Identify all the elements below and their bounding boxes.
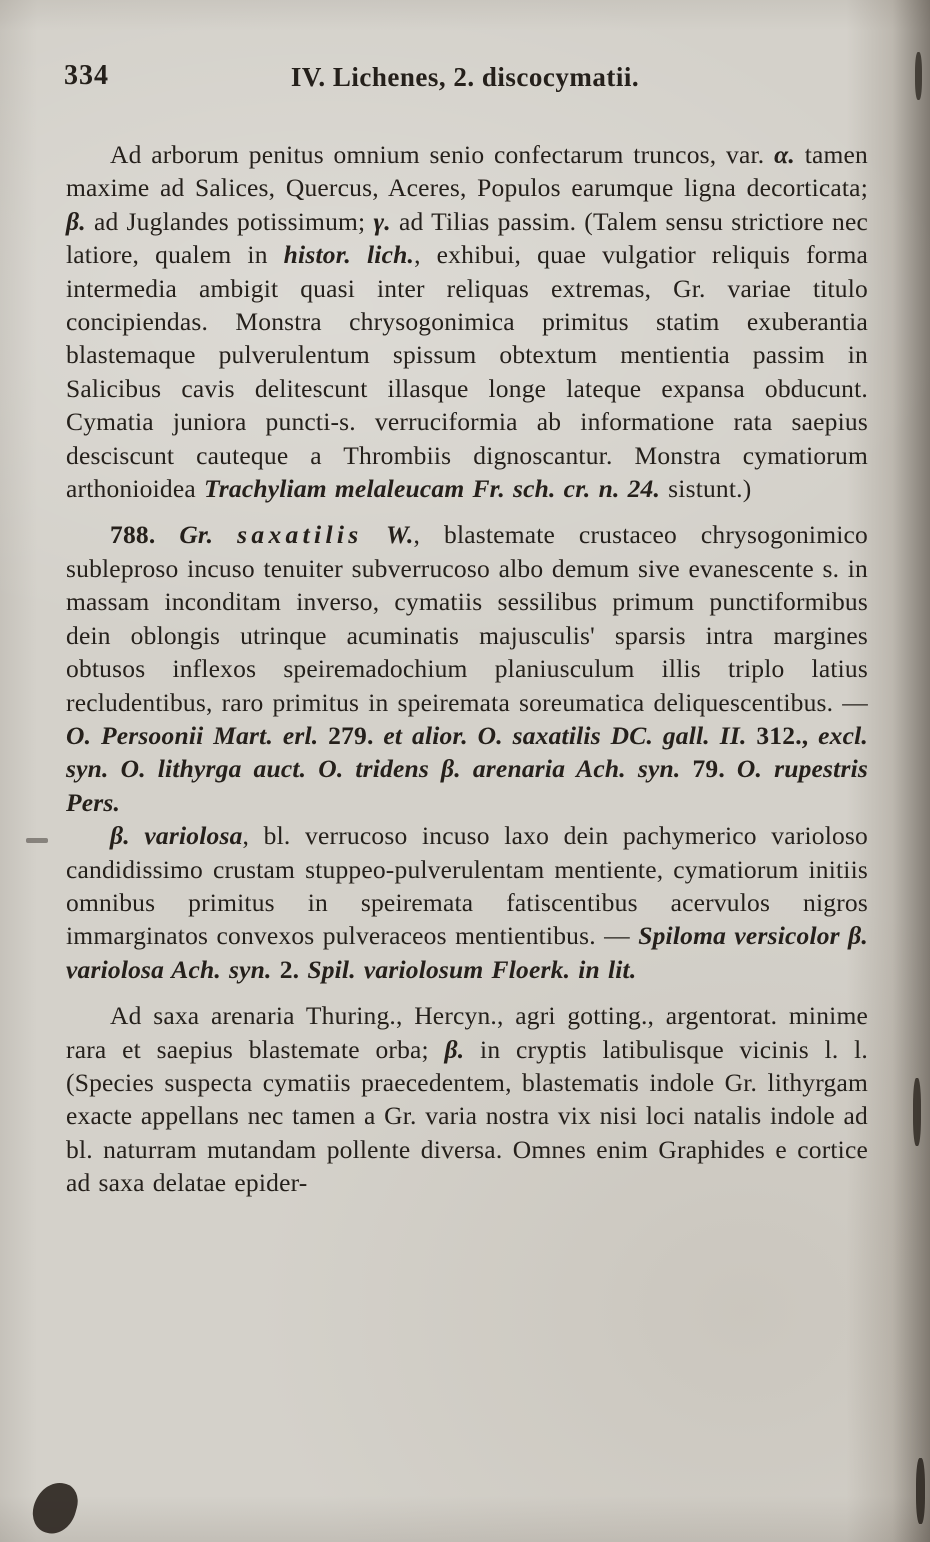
text-run: 79. — [692, 754, 737, 784]
text-run: β. — [444, 1034, 465, 1064]
text-run: Ad saxa arenaria Thuring., Hercyn., agri gotting., argentorat. minime rara et saepius blastemate orba; — [66, 1001, 868, 1064]
text-run: 279. — [328, 720, 384, 750]
text-run: W. — [362, 520, 414, 550]
paragraph — [66, 518, 868, 819]
text-run: 312., — [756, 720, 819, 750]
text-run: sistunt.) — [660, 474, 752, 504]
scan-artifact-ink-blob — [28, 1477, 82, 1538]
text-run: ad Juglandes potissimum; — [85, 206, 374, 236]
text-run: , blastemate crustaceo chrysogonimico subleproso incuso tenuiter subverrucoso albo demum sive evanescente s. in massam inconditam inverso, cymatiis sessilibus primum punctiformibus dein oblongis utrinque acuminatis majusculis' sparsis intra margines obtusos inflexos speiremadochium planiusculum illis triplo latius recludentibus, raro primitus in speiremata soreumatica deliquescentibus. — — [66, 520, 868, 717]
text-run: histor. lich. — [283, 240, 415, 270]
paragraph — [66, 999, 868, 1199]
text-run: 2. — [279, 954, 308, 984]
text-run: tamen maxime ad Salices, Quercus, Aceres, Populos earumque ligna decorticata; — [66, 140, 868, 203]
scan-artifact-smudge — [26, 838, 48, 843]
text-run: Trachyliam melaleucam Fr. sch. cr. n. 24. — [203, 474, 661, 504]
scan-artifact-binding-mark — [913, 1078, 921, 1146]
text-run: 788. — [110, 520, 180, 550]
text-run: Ad arborum penitus omnium senio confectarum truncos, var. — [110, 140, 775, 169]
paragraph — [66, 138, 868, 505]
scan-artifact-binding-mark — [915, 52, 922, 100]
text-run: saxatilis — [237, 520, 363, 550]
text-run: α. — [774, 140, 795, 169]
text-run: et alior. O. saxatilis DC. gall. II. — [383, 720, 757, 750]
text-run: β. — [66, 206, 86, 236]
text-run: Spiloma versicolor β. variolosa Ach. syn. — [66, 921, 868, 984]
text-run: , bl. verrucoso incuso laxo dein pachymerico varioloso candidissimo crustam stuppeo-pulverulentam mentiente, cymatiorum initiis omnibus primitus in speiremata fatiscentibus acervulos nigros immarginatos convexos pulveraceos mentientibus. — — [66, 821, 868, 951]
text-run: in cryptis latibulisque vicinis l. l. (Species suspecta cymatiis praecedentem, blastematis indole Gr. lithyrgam exacte appellans nec tamen a Gr. varia nostra vix nisi loci natalis indole ad bl. naturram mutandam pollente diversa. Omnes enim Graphides e cortice ad saxa delatae epider- — [66, 1034, 868, 1198]
text-run: Gr. — [179, 520, 238, 550]
page-number: 334 — [64, 60, 109, 91]
scan-artifact-binding-mark — [916, 1458, 925, 1524]
text-run: Spil. variolosum Floerk. in lit. — [307, 954, 637, 984]
text-run: , exhibui, quae vulgatior reliquis forma intermedia ambigit quasi inter reliquas extremas, Gr. variae titulo concipiendas. Monstra chrysogonimica primitus statim exuberantia blastemaque pulverulentum spissum obtextum mentientia passim in Salicibus cavis delitescunt illasque longe lateque expansa obducunt. Cymatia juniora puncti-s. verruciformia ab informatione rata saepius desciscunt cauteque a Thrombiis dignoscantur. Monstra cymatiorum arthonioidea — [66, 240, 868, 504]
text-run: γ. — [373, 206, 391, 236]
running-title: IV. Lichenes, 2. discocymatii. — [290, 62, 640, 92]
text-run: β. variolosa — [110, 821, 243, 851]
page-header — [0, 0, 930, 106]
text-run: O. Persoonii Mart. erl. — [66, 720, 329, 750]
text-run: excl. syn. O. lithyrga auct. O. tridens β. arenaria Ach. syn. — [66, 720, 869, 784]
text-body — [0, 106, 930, 1200]
text-run: O. rupestris Pers. — [66, 754, 868, 817]
text-run: ad Tilias passim. (Talem sensu strictiore nec latiore, qualem in — [66, 206, 868, 270]
paragraph — [66, 819, 868, 986]
